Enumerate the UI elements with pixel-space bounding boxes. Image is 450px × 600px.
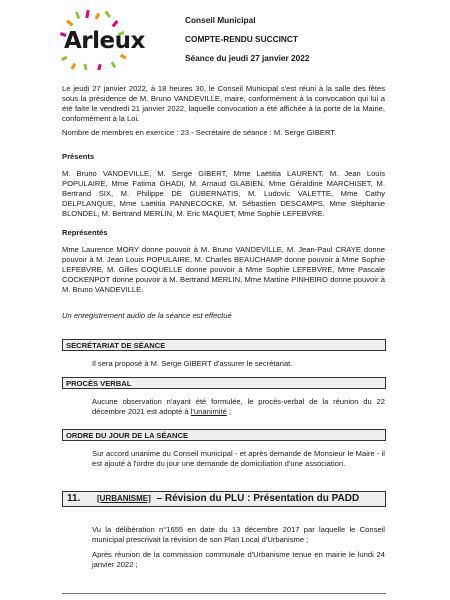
footer-divider: [62, 593, 386, 594]
pv-text: [92, 397, 385, 417]
section-odj-heading: ORDRE DU JOUR DE LA SÉANCE: [62, 429, 386, 441]
section-secretariat-heading: SECRÉTARIAT DE SÉANCE: [62, 339, 386, 351]
logo-wordmark: Arleux: [64, 28, 145, 54]
session-date: Séance du jeudi 27 janvier 2022: [185, 53, 310, 63]
item-11-tag: [URBANISME]: [97, 494, 151, 503]
item-11-title: – Révision du PLU : Présentation du PADD: [153, 493, 360, 504]
odj-text: Sur accord unanime du Conseil municipal - et après demande de Monsieur le Maire - il est ajouté à l'ordre du jour une demande de domiciliation d'une association.: [92, 449, 385, 468]
representes-heading: Représentés: [62, 228, 108, 237]
presents-list: M. Bruno VANDEVILLE, M. Serge GIBERT, Mme Laëtitia LAURENT, M. Jean Louis POPULAIRE, Mme Fatima GHADI, M. Arnaud GLABIEN, Mme Géraldine MARCHISET, M. Bertrand SIX, M. Philippe DE GUBERNATIS, M. Ludovic VALETTE, Mme Cathy DELPLANQUE, Mme Laëtitia PANNECOCKE, M. Sébastien DESCAMPS, Mme Stéphanie BLONDEL, M. Bertrand MERLIN, M. Eric MAQUET, Mme Sophie LEFEBVRE.: [62, 169, 385, 218]
document-header: [185, 15, 435, 64]
item-11-number: 11.: [67, 493, 81, 504]
item-11-paragraph-2: Après réunion de la commission communale d'Urbanisme tenue en mairie le lundi 24 janvier 2022 ;: [92, 550, 385, 569]
item-11-heading: [62, 491, 386, 507]
section-pv-heading: PROCÈS VERBAL: [62, 377, 386, 389]
representes-list: Mme Laurence MORY donne pouvoir à M. Bruno VANDEVILLE, M. Jean-Paul CRAYE donne pouvoir à M. Jean Louis POPULAIRE, M. Charles BEAUCHAMP donne pouvoir à Mme Sophie LEFEBVRE, M. Gilles COQUELLE donne pouvoir à Mme Sophie LEFEBVRE, Mme Pascale COCKENPOT donne pouvoir à M. Bertrand MERLIN, Mme Martine PINHEIRO donne pouvoir à M. Bruno VANDEVILLE.: [62, 245, 385, 294]
presents-heading: Présents: [62, 152, 95, 161]
arleux-logo: [58, 10, 146, 70]
item-11-paragraph-1: Vu la délibération n°1655 en date du 13 décembre 2017 par laquelle le Conseil municipal prescrivait la révision de son Plan Local d'Urbanisme ;: [92, 525, 385, 544]
report-title: COMPTE-RENDU SUCCINCT: [185, 34, 298, 44]
pv-unanimity: l'unanimité: [190, 407, 227, 416]
members-paragraph: Nombre de membres en exercice : 23 - Secrétaire de séance : M. Serge GIBERT.: [62, 128, 337, 137]
audio-note: Un enregistrement audio de la séance est effectué: [62, 311, 232, 320]
pv-text-end: ;: [226, 407, 232, 416]
intro-paragraph: Le jeudi 27 janvier 2022, à 18 heures 30, le Conseil Municipal s'est réuni à la salle des fêtes sous la présidence de M. Bruno VANDEVILLE, maire, conformément à la convocation qui lui a été faite le vendredi 21 janvier 2022, laquelle convocation a été affichée à la porte de la Mairie, conformément à la Loi.: [62, 84, 385, 123]
pv-text-main: Aucune observation n'ayant été formulée, le procès-verbal de la réunion du 22 décembre 2021 est adopté à: [92, 397, 385, 416]
secretariat-text: Il sera proposé à M. Serge GIBERT d'assurer le secrétariat.: [92, 359, 293, 368]
council-title: Conseil Municipal: [185, 15, 256, 25]
